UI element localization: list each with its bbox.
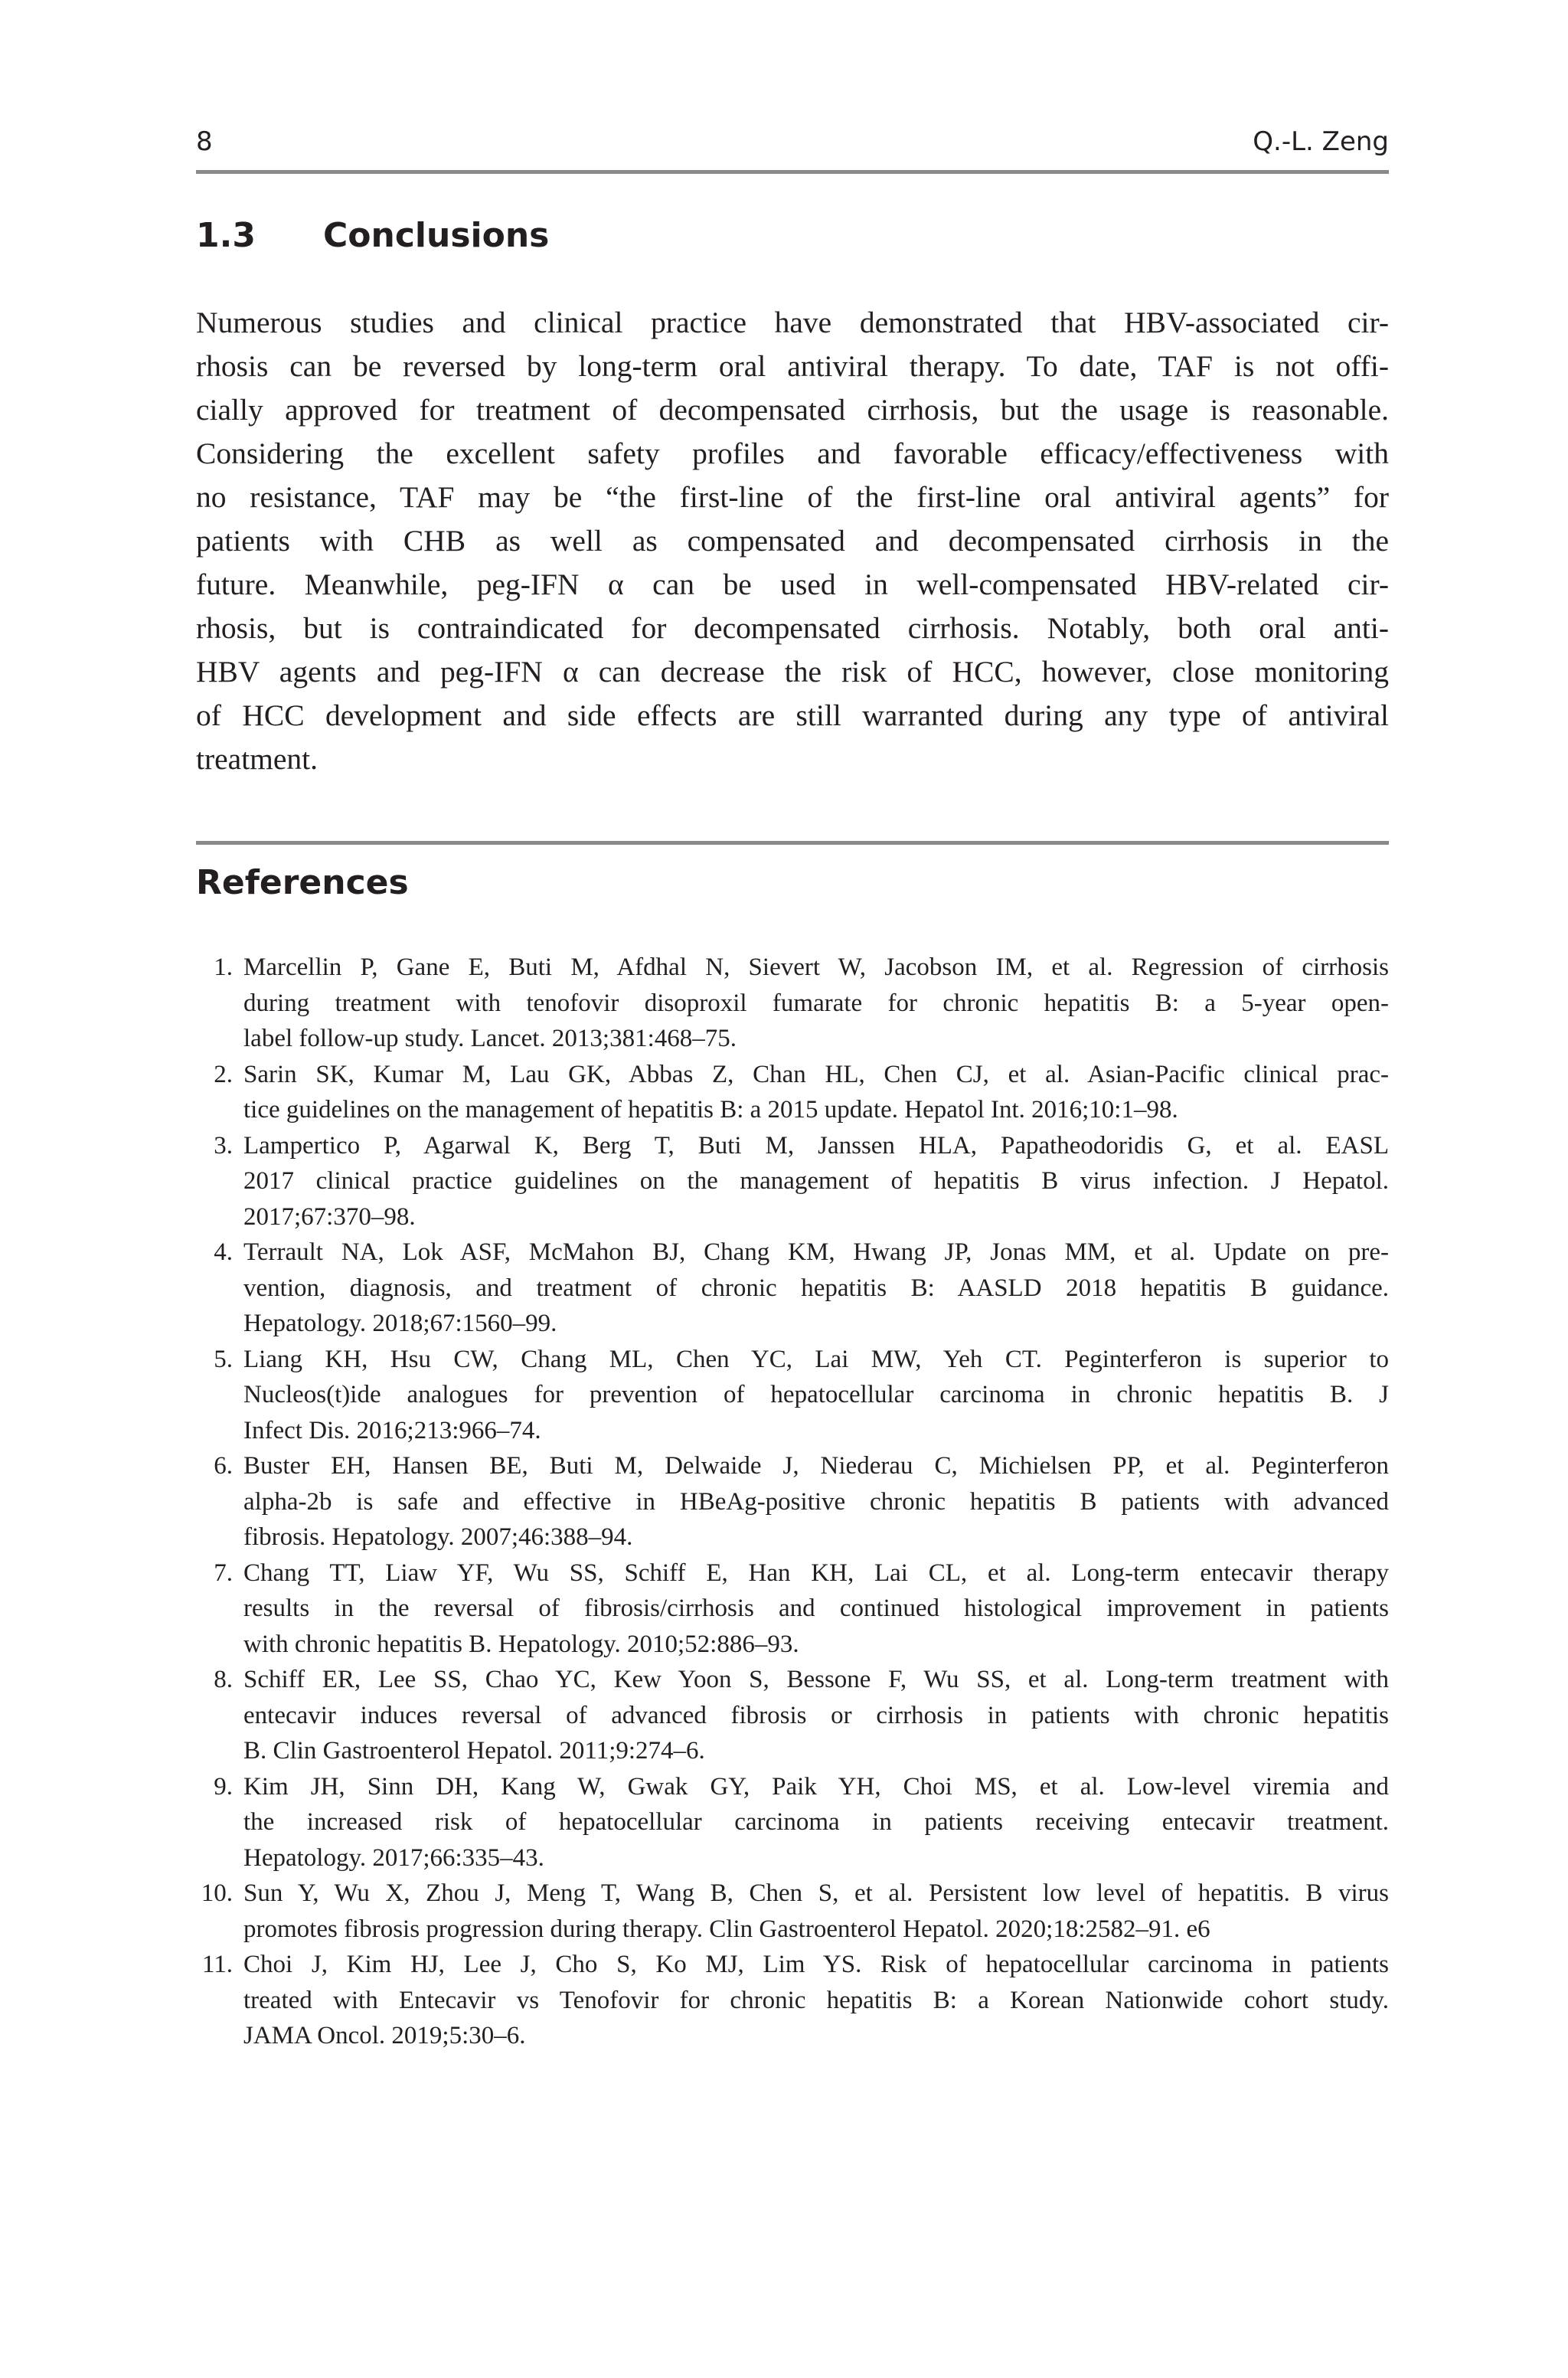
reference-number: 9. xyxy=(214,1772,233,1801)
paragraph-line: Numerous studies and clinical practice have demonstrated that HBV-associated cir- xyxy=(196,306,1389,339)
reference-list xyxy=(196,950,1389,2054)
reference-item xyxy=(196,1947,1389,2054)
reference-line: Sun Y, Wu X, Zhou J, Meng T, Wang B, Chen S, et al. Persistent low level of hepatitis. B virus xyxy=(243,1879,1389,1907)
reference-line: Hepatology. 2018;67:1560–99. xyxy=(243,1310,557,1337)
reference-line: results in the reversal of fibrosis/cirrhosis and continued histological improvement in patients xyxy=(243,1595,1389,1622)
reference-number: 5. xyxy=(214,1345,233,1373)
reference-line: Kim JH, Sinn DH, Kang W, Gwak GY, Paik YH, Choi MS, et al. Low-level viremia and xyxy=(243,1772,1389,1801)
reference-number: 2. xyxy=(214,1060,233,1088)
reference-number: 7. xyxy=(214,1559,233,1587)
reference-line: Buster EH, Hansen BE, Buti M, Delwaide J, Niederau C, Michielsen PP, et al. Peginterferon xyxy=(243,1452,1389,1480)
reference-item xyxy=(196,1769,1389,1876)
reference-line: Terrault NA, Lok ASF, McMahon BJ, Chang KM, Hwang JP, Jonas MM, et al. Update on pre- xyxy=(243,1238,1389,1266)
reference-line: fibrosis. Hepatology. 2007;46:388–94. xyxy=(243,1523,633,1551)
running-head xyxy=(196,123,1389,161)
reference-line: the increased risk of hepatocellular carcinoma in patients receiving entecavir treatment. xyxy=(243,1808,1389,1836)
reference-line: label follow-up study. Lancet. 2013;381:468–75. xyxy=(243,1025,737,1052)
reference-line: promotes fibrosis progression during therapy. Clin Gastroenterol Hepatol. 2020;18:2582–91. e6 xyxy=(243,1915,1210,1943)
reference-line: vention, diagnosis, and treatment of chronic hepatitis B: AASLD 2018 hepatitis B guidance. xyxy=(243,1274,1389,1302)
reference-item xyxy=(196,1057,1389,1128)
reference-number: 4. xyxy=(214,1238,233,1266)
paragraph-line: Considering the excellent safety profiles and favorable efficacy/effectiveness with xyxy=(196,437,1389,470)
reference-line: treated with Entecavir vs Tenofovir for chronic hepatitis B: a Korean Nationwide cohort study. xyxy=(243,1986,1389,2014)
reference-item xyxy=(196,1342,1389,1449)
reference-item xyxy=(196,1662,1389,1769)
reference-item xyxy=(196,1555,1389,1663)
reference-item xyxy=(196,1235,1389,1342)
paragraph-line: treatment. xyxy=(196,742,318,776)
reference-line: 2017 clinical practice guidelines on the management of hepatitis B virus infection. J Hepatol. xyxy=(243,1167,1389,1195)
reference-line: Sarin SK, Kumar M, Lau GK, Abbas Z, Chan HL, Chen CJ, et al. Asian-Pacific clinical prac- xyxy=(243,1060,1389,1088)
paragraph-line: rhosis, but is contraindicated for decompensated cirrhosis. Notably, both oral anti- xyxy=(196,611,1389,645)
reference-number: 3. xyxy=(214,1131,233,1160)
references-heading: References xyxy=(196,863,409,902)
reference-line: Lampertico P, Agarwal K, Berg T, Buti M, Janssen HLA, Papatheodoridis G, et al. EASL xyxy=(243,1131,1389,1160)
reference-line: tice guidelines on the management of hepatitis B: a 2015 update. Hepatol Int. 2016;10:1–98. xyxy=(243,1096,1178,1124)
reference-number: 8. xyxy=(214,1666,233,1693)
section-heading xyxy=(196,213,549,259)
paragraph-line: future. Meanwhile, peg-IFN α can be used in well-compensated HBV-related cir- xyxy=(196,568,1389,601)
reference-line: Marcellin P, Gane E, Buti M, Afdhal N, Sievert W, Jacobson IM, et al. Regression of cirrhosis xyxy=(243,953,1389,981)
reference-item xyxy=(196,950,1389,1057)
reference-line: Liang KH, Hsu CW, Chang ML, Chen YC, Lai MW, Yeh CT. Peginterferon is superior to xyxy=(243,1345,1389,1373)
paragraph-line: of HCC development and side effects are still warranted during any type of antiviral xyxy=(196,698,1389,732)
reference-line: B. Clin Gastroenterol Hepatol. 2011;9:274–6. xyxy=(243,1737,705,1765)
references-rule xyxy=(196,841,1389,845)
section-number: 1.3 xyxy=(196,216,256,255)
paragraph-line: HBV agents and peg-IFN α can decrease the risk of HCC, however, close monitoring xyxy=(196,655,1389,689)
paragraph-line: no resistance, TAF may be “the first-line of the first-line oral antiviral agents” for xyxy=(196,480,1389,514)
reference-line: Hepatology. 2017;66:335–43. xyxy=(243,1843,544,1872)
reference-line: 2017;67:370–98. xyxy=(243,1202,416,1231)
reference-line: Nucleos(t)ide analogues for prevention of hepatocellular carcinoma in chronic hepatitis B. J xyxy=(243,1381,1389,1408)
page-number: 8 xyxy=(196,126,213,157)
conclusions-paragraph xyxy=(196,301,1389,781)
reference-line: alpha-2b is safe and effective in HBeAg-positive chronic hepatitis B patients with advanced xyxy=(243,1487,1389,1516)
reference-line: Choi J, Kim HJ, Lee J, Cho S, Ko MJ, Lim YS. Risk of hepatocellular carcinoma in patients xyxy=(243,1951,1389,1978)
reference-number: 10. xyxy=(201,1879,233,1907)
reference-item xyxy=(196,1128,1389,1235)
reference-item xyxy=(196,1876,1389,1947)
reference-item xyxy=(196,1448,1389,1555)
reference-number: 6. xyxy=(214,1452,233,1480)
reference-line: JAMA Oncol. 2019;5:30–6. xyxy=(243,2022,526,2049)
paragraph-line: cially approved for treatment of decompensated cirrhosis, but the usage is reasonable. xyxy=(196,393,1389,427)
header-rule xyxy=(196,170,1389,174)
reference-number: 11. xyxy=(201,1951,233,1978)
paragraph-line: patients with CHB as well as compensated and decompensated cirrhosis in the xyxy=(196,524,1389,558)
reference-line: entecavir induces reversal of advanced fibrosis or cirrhosis in patients with chronic hepatitis xyxy=(243,1701,1389,1729)
reference-number: 1. xyxy=(214,953,233,981)
reference-line: with chronic hepatitis B. Hepatology. 2010;52:886–93. xyxy=(243,1630,799,1658)
reference-line: Chang TT, Liaw YF, Wu SS, Schiff E, Han KH, Lai CL, et al. Long-term entecavir therapy xyxy=(243,1559,1389,1587)
running-head-author: Q.-L. Zeng xyxy=(1253,126,1389,157)
reference-line: Schiff ER, Lee SS, Chao YC, Kew Yoon S, Bessone F, Wu SS, et al. Long-term treatment with xyxy=(243,1666,1389,1693)
section-title: Conclusions xyxy=(323,216,550,255)
paragraph-line: rhosis can be reversed by long-term oral antiviral therapy. To date, TAF is not offi- xyxy=(196,349,1389,383)
reference-line: during treatment with tenofovir disoproxil fumarate for chronic hepatitis B: a 5-year open- xyxy=(243,989,1389,1017)
reference-line: Infect Dis. 2016;213:966–74. xyxy=(243,1416,541,1444)
